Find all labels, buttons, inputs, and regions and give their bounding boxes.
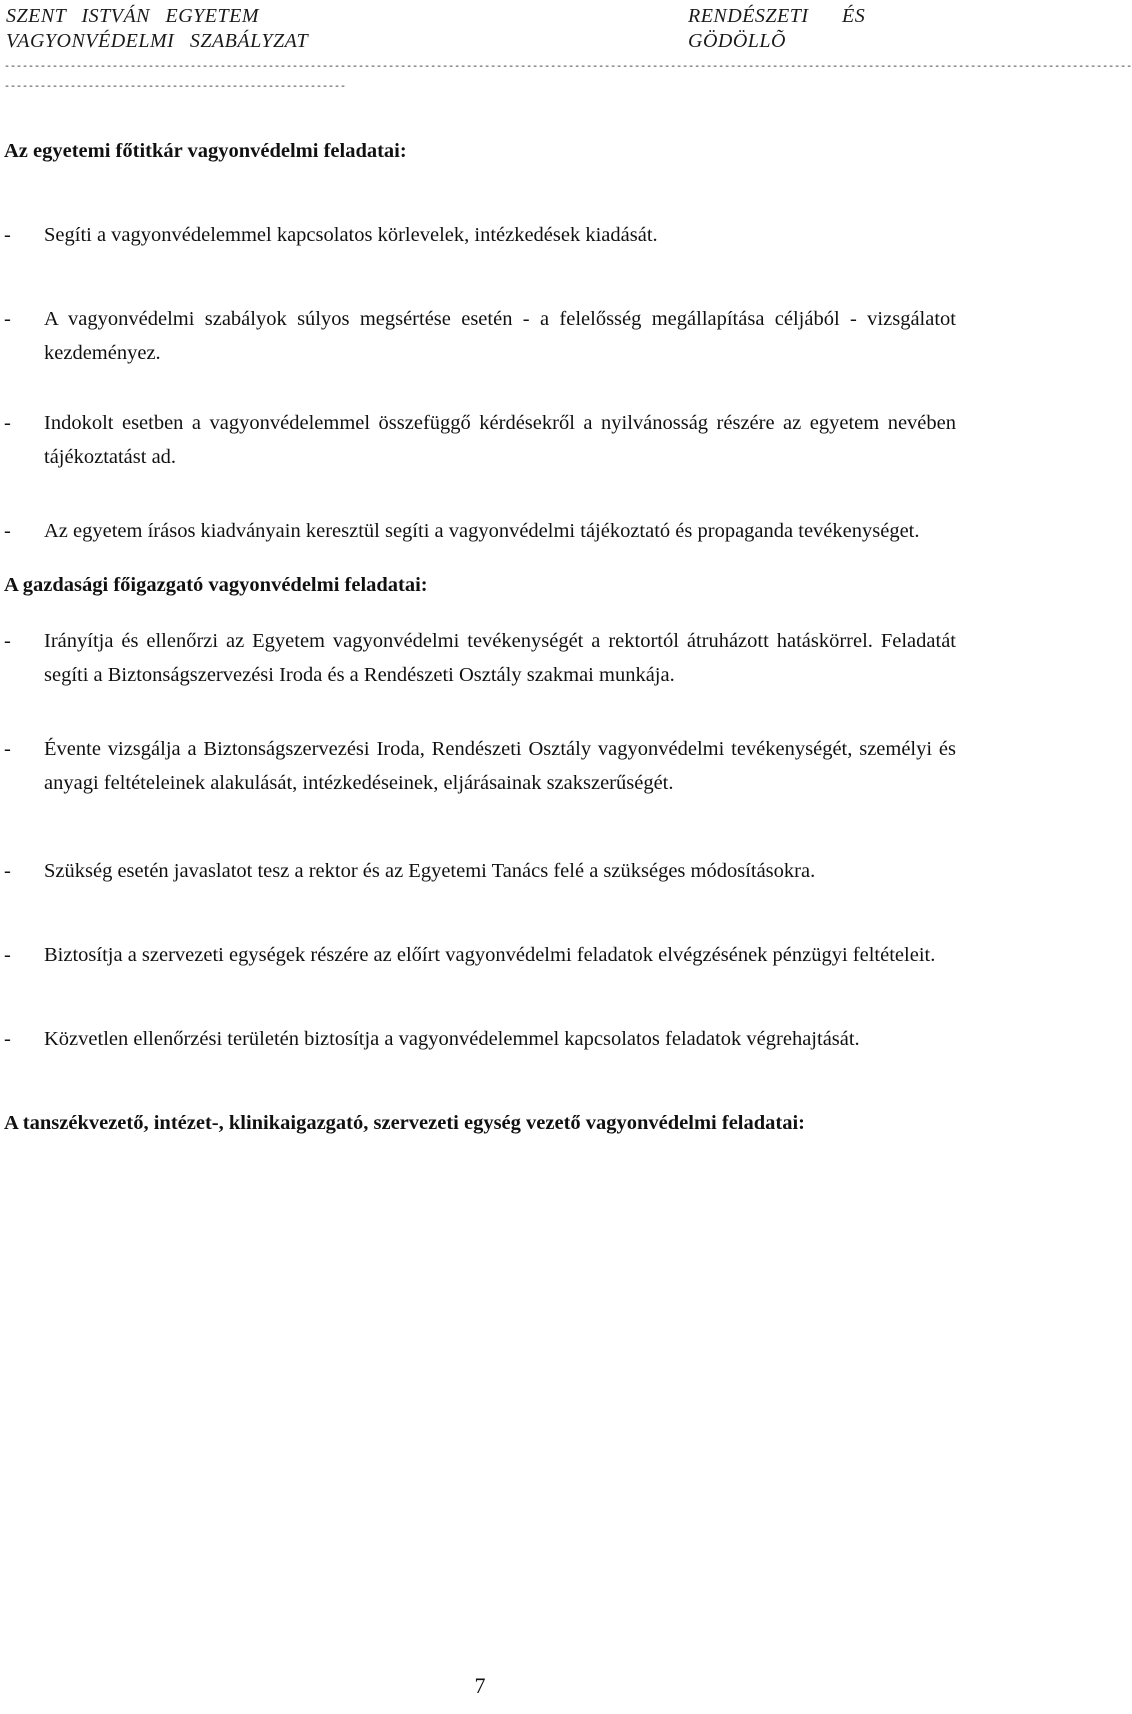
- list-item-text: Indokolt esetben a vagyonvédelemmel összefüggő kérdésekről a nyilvánosság részére az egyetem nevében tájékoztatást ad.: [44, 412, 956, 468]
- list-item-text: Segíti a vagyonvédelemmel kapcsolatos körlevelek, intézkedések kiadását.: [44, 224, 658, 246]
- bullet-dash: -: [4, 1028, 11, 1050]
- header-department: RENDÉSZETI ÉS: [688, 5, 866, 27]
- list-item: [4, 406, 956, 474]
- bullet-dash: -: [4, 308, 11, 330]
- list-item-text: Évente vizsgálja a Biztonságszervezési Iroda, Rendészeti Osztály vagyonvédelmi tevékenységét, személyi és anyagi feltételeinek alakulását, intézkedéseinek, eljárásainak szakszerűségét.: [44, 738, 956, 794]
- list-item-text: Szükség esetén javaslatot tesz a rektor és az Egyetemi Tanács felé a szükséges módosításokra.: [44, 860, 816, 882]
- list-item: [4, 938, 956, 972]
- running-header: [6, 4, 956, 54]
- header-city: GÖDÖLLÕ: [688, 30, 786, 52]
- bullet-dash: -: [4, 520, 11, 542]
- list-item-text: Biztosítja a szervezeti egységek részére az előírt vagyonvédelmi feladatok elvégzésének pénzügyi feltételeit.: [44, 944, 936, 966]
- bullet-dash: -: [4, 944, 11, 966]
- bullet-dash: -: [4, 412, 11, 434]
- list-item: [4, 624, 956, 692]
- page-number: 7: [474, 1673, 486, 1698]
- document-body: [4, 130, 956, 1140]
- bullet-dash: -: [4, 738, 11, 760]
- list-item: [4, 1022, 956, 1056]
- header-rule: --------------------------------------------------------------------------------------------------------------------------------------------------------------------------------------------: [4, 62, 1132, 73]
- section-heading-secretary-general: Az egyetemi főtitkár vagyonvédelmi feladatai:: [4, 140, 407, 162]
- list-item: [4, 218, 956, 252]
- list-item: [4, 514, 956, 548]
- list-item-text: A vagyonvédelmi szabályok súlyos megsértése esetén - a felelősség megállapítása céljából - vizsgálatot kezdeményez.: [44, 308, 956, 364]
- list-item: [4, 732, 956, 800]
- list-item: [4, 302, 956, 370]
- list-item-text: Az egyetem írásos kiadványain keresztül segíti a vagyonvédelmi tájékoztató és propaganda tevékenységet.: [44, 520, 920, 542]
- bullet-dash: -: [4, 224, 11, 246]
- list-item: [4, 854, 956, 888]
- header-document-title: VAGYONVÉDELMI SZABÁLYZAT: [6, 30, 309, 52]
- list-item-text: Irányítja és ellenőrzi az Egyetem vagyonvédelmi tevékenységét a rektortól átruházott hatáskörrel. Feladatát segíti a Biztonságszervezési Iroda és a Rendészeti Osztály szakmai munkája.: [44, 630, 956, 686]
- header-rule-continued: ---------------------------------------------------------: [4, 82, 347, 93]
- list-item-text: Közvetlen ellenőrzési területén biztosítja a vagyonvédelemmel kapcsolatos feladatok végrehajtását.: [44, 1028, 860, 1050]
- bullet-dash: -: [4, 860, 11, 882]
- section-heading-chief-financial-director: A gazdasági főigazgató vagyonvédelmi feladatai:: [4, 574, 428, 596]
- section-heading-unit-leaders: A tanszékvezető, intézet-, klinikaigazgató, szervezeti egység vezető vagyonvédelmi feladatai:: [4, 1112, 805, 1134]
- header-university: SZENT ISTVÁN EGYETEM: [6, 5, 259, 27]
- bullet-dash: -: [4, 630, 11, 652]
